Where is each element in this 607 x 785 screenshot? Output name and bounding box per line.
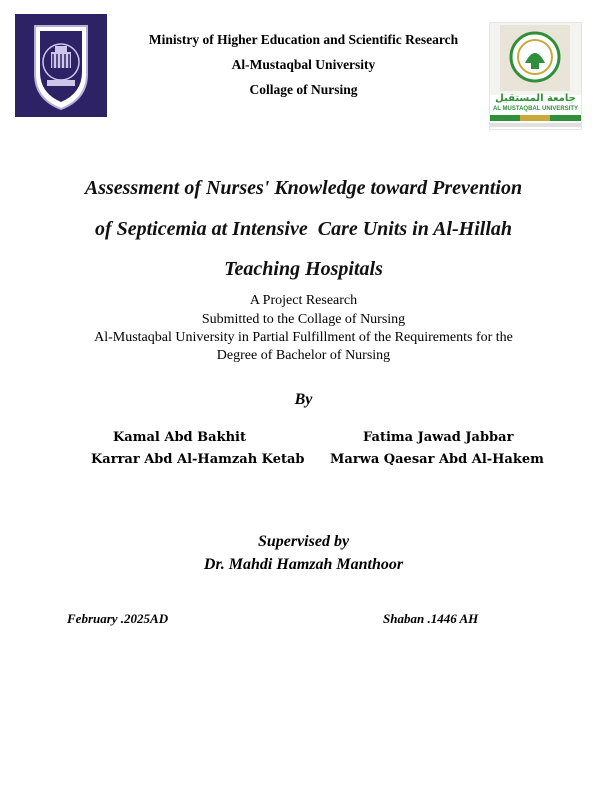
- college-name: Collage of Nursing: [249, 82, 358, 97]
- ministry-name: Ministry of Higher Education and Scientific Research: [148, 32, 459, 47]
- supervised-by-label: Supervised by: [257, 533, 350, 550]
- title-line-2: of Septicemia at Intensive Care Units in Al-Hillah: [94, 218, 513, 240]
- author-name: Marwa Qaesar Abd Al-Hakem: [330, 452, 544, 467]
- by-label: By: [294, 391, 313, 408]
- submission-line-1: A Project Research: [249, 293, 358, 308]
- logo-arabic-text: جامعة المستقبل: [495, 93, 576, 104]
- author-name: Karrar Abd Al-Hamzah Ketab: [91, 452, 305, 467]
- logo-english-text: AL MUSTAQBAL UNIVERSITY: [492, 106, 578, 112]
- title-line-3: Teaching Hospitals: [224, 258, 383, 280]
- submission-line-3: Al-Mustaqbal University in Partial Fulfillment of the Requirements for the: [94, 330, 513, 345]
- hijri-date: Shaban .1446 AH: [383, 611, 479, 626]
- supervisor-name: Dr. Mahdi Hamzah Manthoor: [203, 556, 404, 573]
- author-name: Fatima Jawad Jabbar: [363, 430, 514, 445]
- submission-line-4: Degree of Bachelor of Nursing: [216, 348, 391, 363]
- university-name: Al-Mustaqbal University: [231, 57, 376, 72]
- author-name: Kamal Abd Bakhit: [113, 430, 246, 445]
- gregorian-date: February .2025AD: [67, 611, 169, 626]
- submission-line-2: Submitted to the Collage of Nursing: [201, 312, 406, 327]
- title-line-1: Assessment of Nurses' Knowledge toward Prevention: [84, 177, 523, 199]
